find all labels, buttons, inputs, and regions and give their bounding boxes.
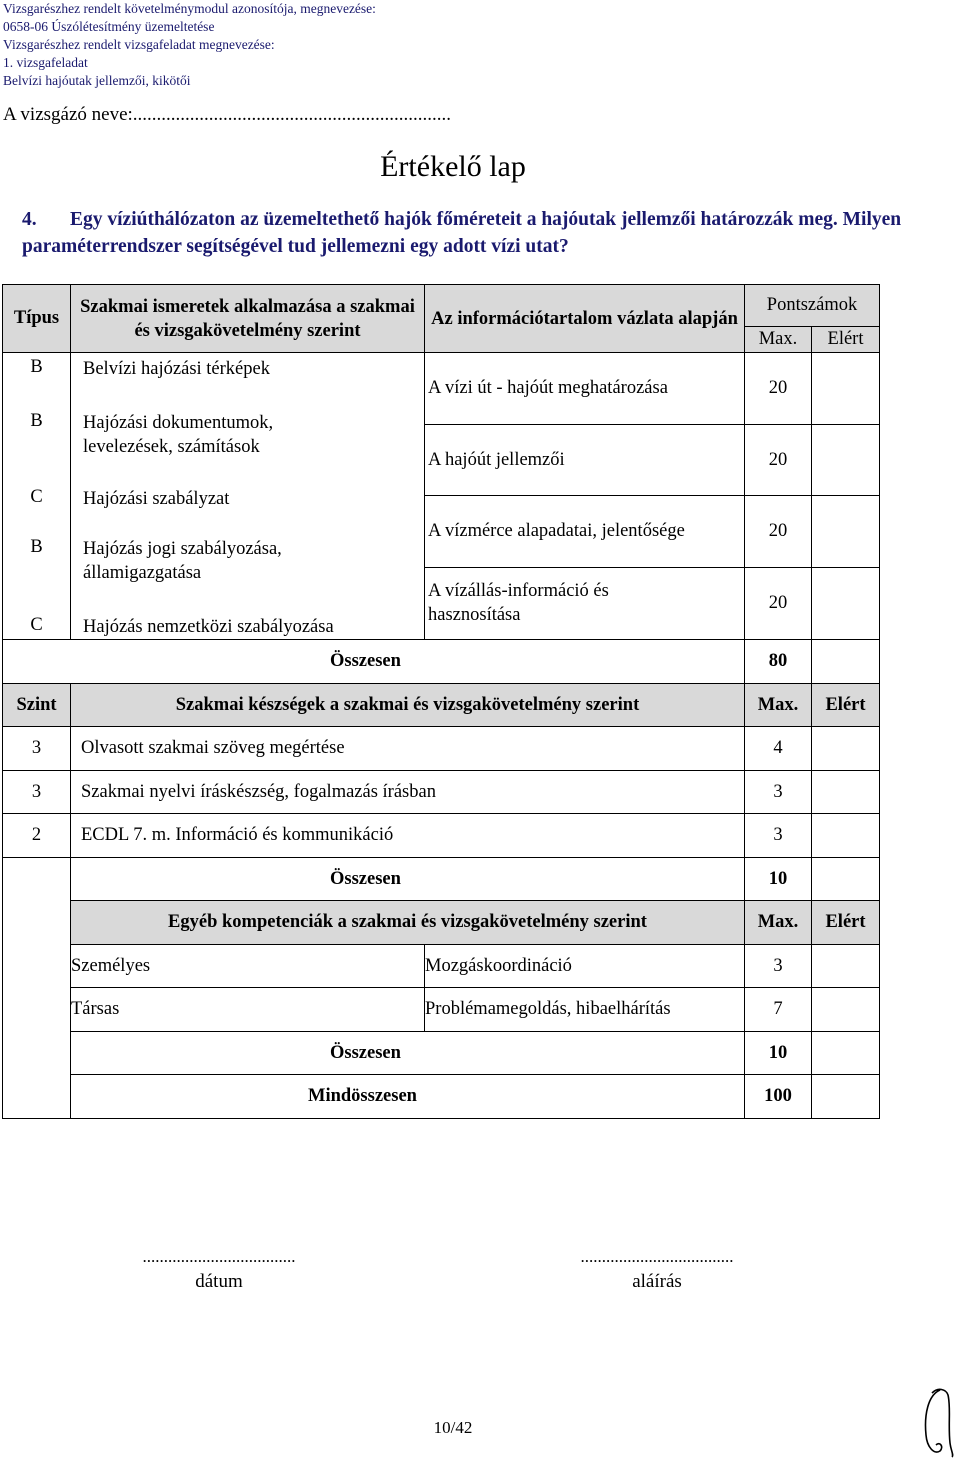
page-title-text: Értékelő lap (380, 150, 526, 183)
info-achieved[interactable] (812, 496, 880, 567)
skill-max: 3 (745, 771, 812, 814)
skill-achieved[interactable] (812, 771, 880, 814)
col-knowledge-header: Szakmai ismeretek alkalmazása a szakmai és vizsgakövetelmény szerint (71, 285, 425, 353)
total-label: Összesen (71, 1032, 745, 1075)
total-label: Összesen (71, 858, 745, 901)
competence-name: Problémamegoldás, hibaelhárítás (425, 988, 745, 1032)
skill-name: ECDL 7. m. Információ és kommunikáció (71, 814, 745, 858)
total-achieved[interactable] (812, 1032, 880, 1075)
knowledge-item: Hajózás jogi szabályozása, államigazgatása (83, 539, 282, 583)
col-level-header: Szint (3, 684, 71, 727)
competence-max: 3 (745, 945, 812, 988)
col-achieved-header: Elért (812, 901, 880, 945)
skill-level: 2 (3, 814, 71, 858)
signature-dots: .................................... (580, 1247, 734, 1266)
col-info-header: Az információtartalom vázlata alapján (425, 285, 745, 353)
competence-achieved[interactable] (812, 945, 880, 988)
knowledge-column (71, 353, 425, 640)
competence-max: 7 (745, 988, 812, 1032)
header-line: 0658-06 Úszólétesítmény üzemeltetése (3, 19, 215, 34)
knowledge-item: Belvízi hajózási térképek (83, 359, 270, 379)
handwritten-mark (918, 1385, 956, 1460)
competence-achieved[interactable] (812, 988, 880, 1032)
info-item: A vízi út - hajóút meghatározása (425, 353, 745, 425)
header-line: Vizsgarészhez rendelt követelménymodul azonosítója, megnevezése: (3, 1, 376, 16)
knowledge-item: Hajózási szabályzat (83, 489, 230, 509)
col-max-header: Max. (745, 901, 812, 945)
evaluation-table (2, 284, 880, 1119)
info-max: 20 (745, 567, 812, 639)
col-achieved-header: Elért (812, 327, 880, 353)
type-value: C (30, 487, 43, 507)
info-item: A hajóút jellemzői (425, 425, 745, 496)
col-achieved-header: Elért (812, 684, 880, 727)
col-points-header: Pontszámok (745, 285, 880, 327)
blank-left-column (3, 858, 71, 1119)
info-item (425, 567, 745, 639)
skill-level: 3 (3, 771, 71, 814)
signature-label: aláírás (632, 1271, 682, 1292)
col-skills-header: Szakmai készségek a szakmai és vizsgakövetelmény szerint (71, 684, 745, 727)
competence-category: Személyes (71, 945, 425, 988)
info-item: A vízmérce alapadatai, jelentősége (425, 496, 745, 567)
competence-category: Társas (71, 988, 425, 1032)
info-max: 20 (745, 496, 812, 567)
total-achieved[interactable] (812, 640, 880, 684)
info-achieved[interactable] (812, 353, 880, 425)
info-achieved[interactable] (812, 425, 880, 496)
info-max: 20 (745, 425, 812, 496)
col-max-header: Max. (745, 684, 812, 727)
header-line: Vizsgarészhez rendelt vizsgafeladat megnevezése: (3, 37, 275, 52)
info-item-text: A vízállás-információ és hasznosítása (428, 581, 609, 626)
page-title (0, 150, 960, 184)
competence-name: Mozgáskoordináció (425, 945, 745, 988)
type-column (3, 353, 71, 640)
type-value: C (30, 615, 43, 635)
total-max: 10 (745, 858, 812, 901)
total-achieved[interactable] (812, 858, 880, 901)
skill-level: 3 (3, 727, 71, 771)
grand-total-achieved[interactable] (812, 1075, 880, 1119)
question-number: 4. (22, 209, 37, 230)
document-header (3, 0, 376, 90)
skill-achieved[interactable] (812, 727, 880, 771)
question-text: Egy víziúthálózaton az üzemeltethető hajók főméreteit a hajóutak jellemzői határozzák meg. Milyen paraméterrendszer segítségével tud jellemezni egy adott vízi utat? (22, 209, 902, 257)
skill-max: 3 (745, 814, 812, 858)
col-other-header: Egyéb kompetenciák a szakmai és vizsgakövetelmény szerint (71, 901, 745, 945)
col-type-header: Típus (3, 285, 71, 353)
page-number: 10/42 (433, 1418, 473, 1437)
question (22, 206, 932, 260)
grand-total-label: Mindösszesen (71, 1075, 745, 1119)
col-max-header: Max. (745, 327, 812, 353)
header-line: Belvízi hajóutak jellemzői, kikötői (3, 73, 191, 88)
signature-block (526, 1247, 788, 1293)
date-label: dátum (195, 1271, 243, 1292)
skill-max: 4 (745, 727, 812, 771)
type-value: B (30, 537, 43, 557)
info-achieved[interactable] (812, 567, 880, 639)
total-label: Összesen (3, 640, 745, 684)
skill-name: Olvasott szakmai szöveg megértése (71, 727, 745, 771)
total-max: 80 (745, 640, 812, 684)
candidate-name-line: A vizsgázó neve:................................................................... (3, 104, 452, 125)
knowledge-item: Hajózás nemzetközi szabályozása (83, 617, 334, 637)
knowledge-item: Hajózási dokumentumok, levelezések, számítások (83, 413, 274, 457)
date-signature-block (88, 1247, 350, 1293)
grand-total-max: 100 (745, 1075, 812, 1119)
type-value: B (30, 357, 43, 377)
skill-achieved[interactable] (812, 814, 880, 858)
total-max: 10 (745, 1032, 812, 1075)
skill-name: Szakmai nyelvi íráskészség, fogalmazás írásban (71, 771, 745, 814)
type-value: B (30, 411, 43, 431)
date-dots: .................................... (142, 1247, 296, 1266)
info-max: 20 (745, 353, 812, 425)
header-line: 1. vizsgafeladat (3, 55, 88, 70)
